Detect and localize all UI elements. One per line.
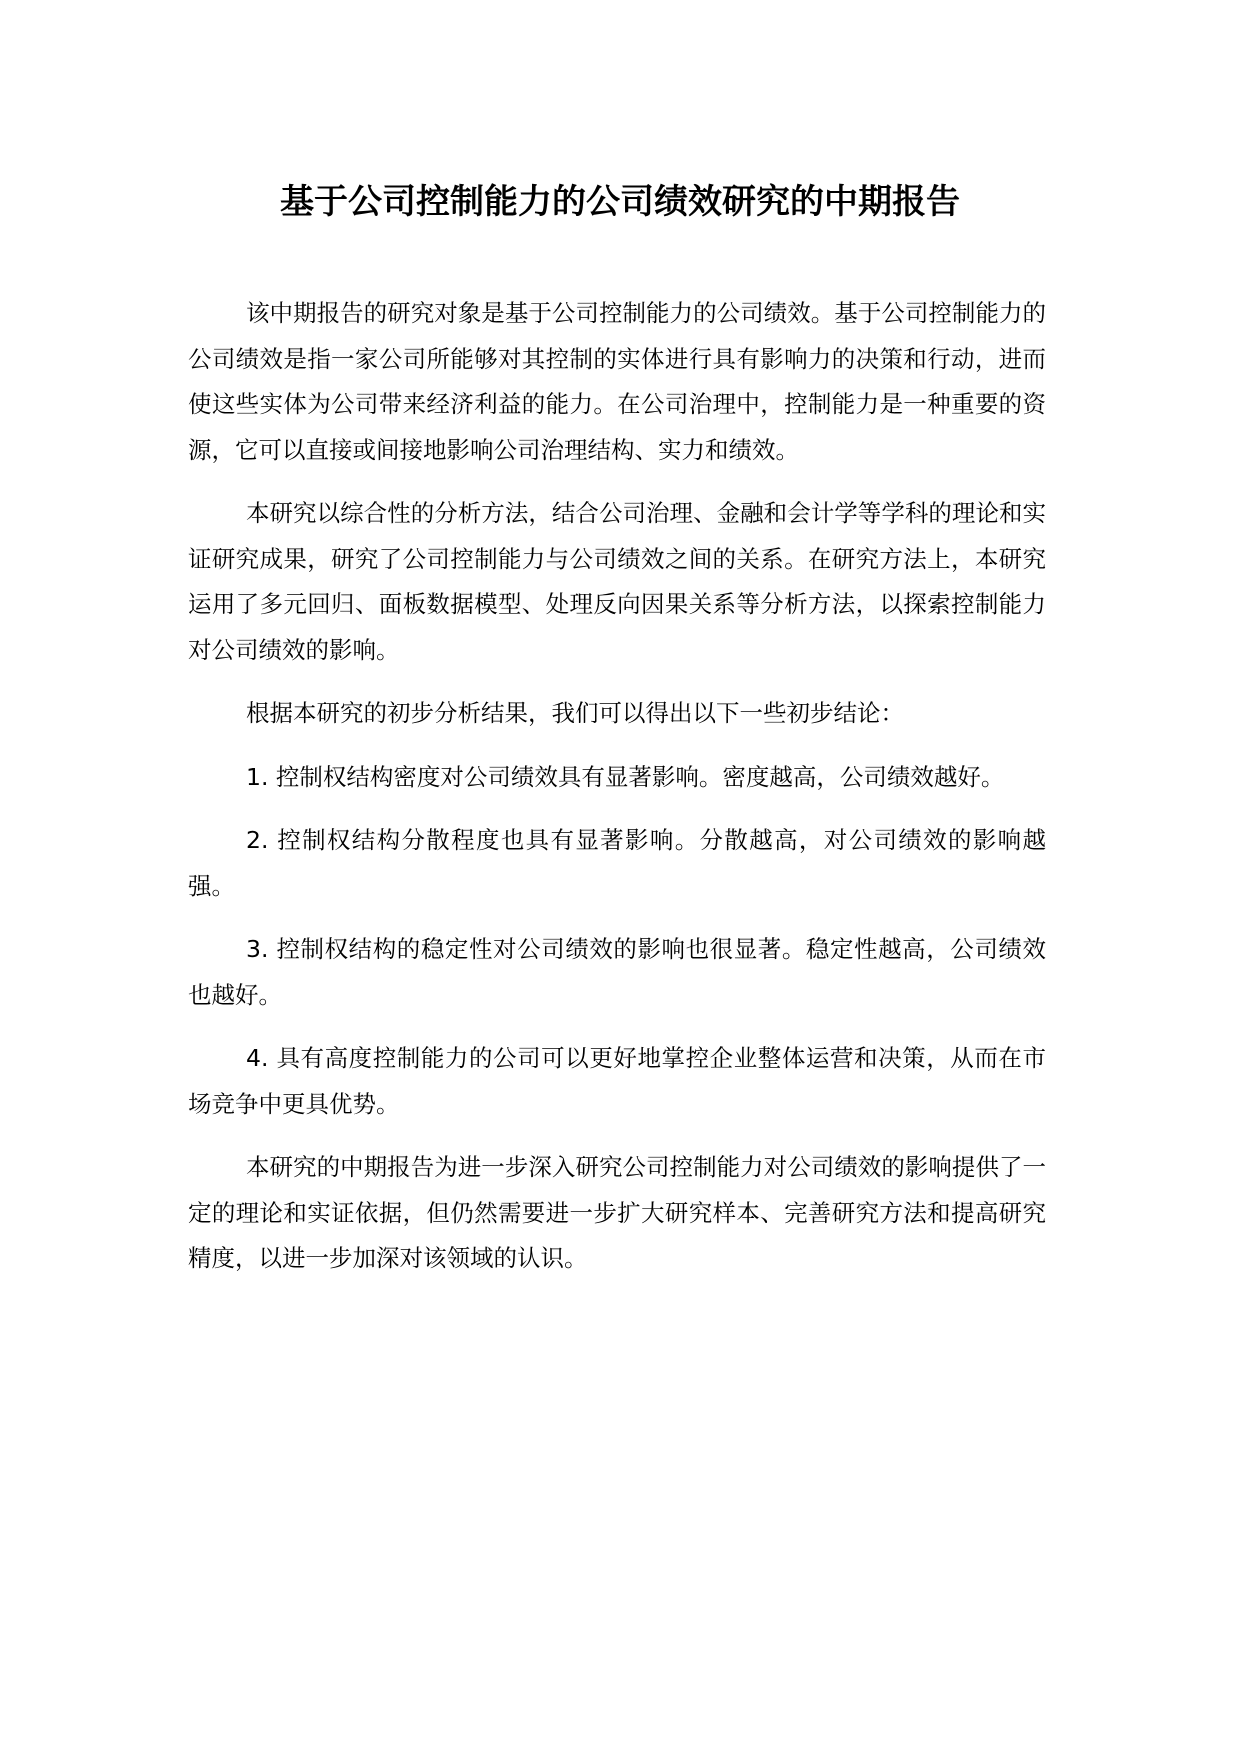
paragraph-findings-lead: 根据本研究的初步分析结果，我们可以得出以下一些初步结论： <box>246 699 904 727</box>
paragraph-method: 本研究以综合性的分析方法，结合公司治理、金融和会计学等学科的理论和实证研究成果，研究了公司控制能力与公司绩效之间的关系。在研究方法上，本研究运用了多元回归、面板数据模型、处理反向因果关系等分析方法，以探索控制能力对公司绩效的影响。 <box>188 499 1046 664</box>
paragraph-intro: 该中期报告的研究对象是基于公司控制能力的公司绩效。基于公司控制能力的公司绩效是指一家公司所能够对其控制的实体进行具有影响力的决策和行动，进而使这些实体为公司带来经济利益的能力。在公司治理中，控制能力是一种重要的资源，它可以直接或间接地影响公司治理结构、实力和绩效。 <box>188 299 1046 464</box>
document-body <box>188 291 1046 1300</box>
finding-1: 1. 控制权结构密度对公司绩效具有显著影响。密度越高，公司绩效越好。 <box>246 762 1005 791</box>
finding-2: 2. 控制权结构分散程度也具有显著影响。分散越高，对公司绩效的影响越强。 <box>188 826 1046 900</box>
finding-3: 3. 控制权结构的稳定性对公司绩效的影响也很显著。稳定性越高，公司绩效也越好。 <box>188 935 1046 1009</box>
finding-4: 4. 具有高度控制能力的公司可以更好地掌控企业整体运营和决策，从而在市场竞争中更具优势。 <box>188 1044 1046 1118</box>
paragraph-conclusion: 本研究的中期报告为进一步深入研究公司控制能力对公司绩效的影响提供了一定的理论和实证依据，但仍然需要进一步扩大研究样本、完善研究方法和提高研究精度，以进一步加深对该领域的认识。 <box>188 1153 1046 1272</box>
document-title: 基于公司控制能力的公司绩效研究的中期报告 <box>280 182 960 222</box>
